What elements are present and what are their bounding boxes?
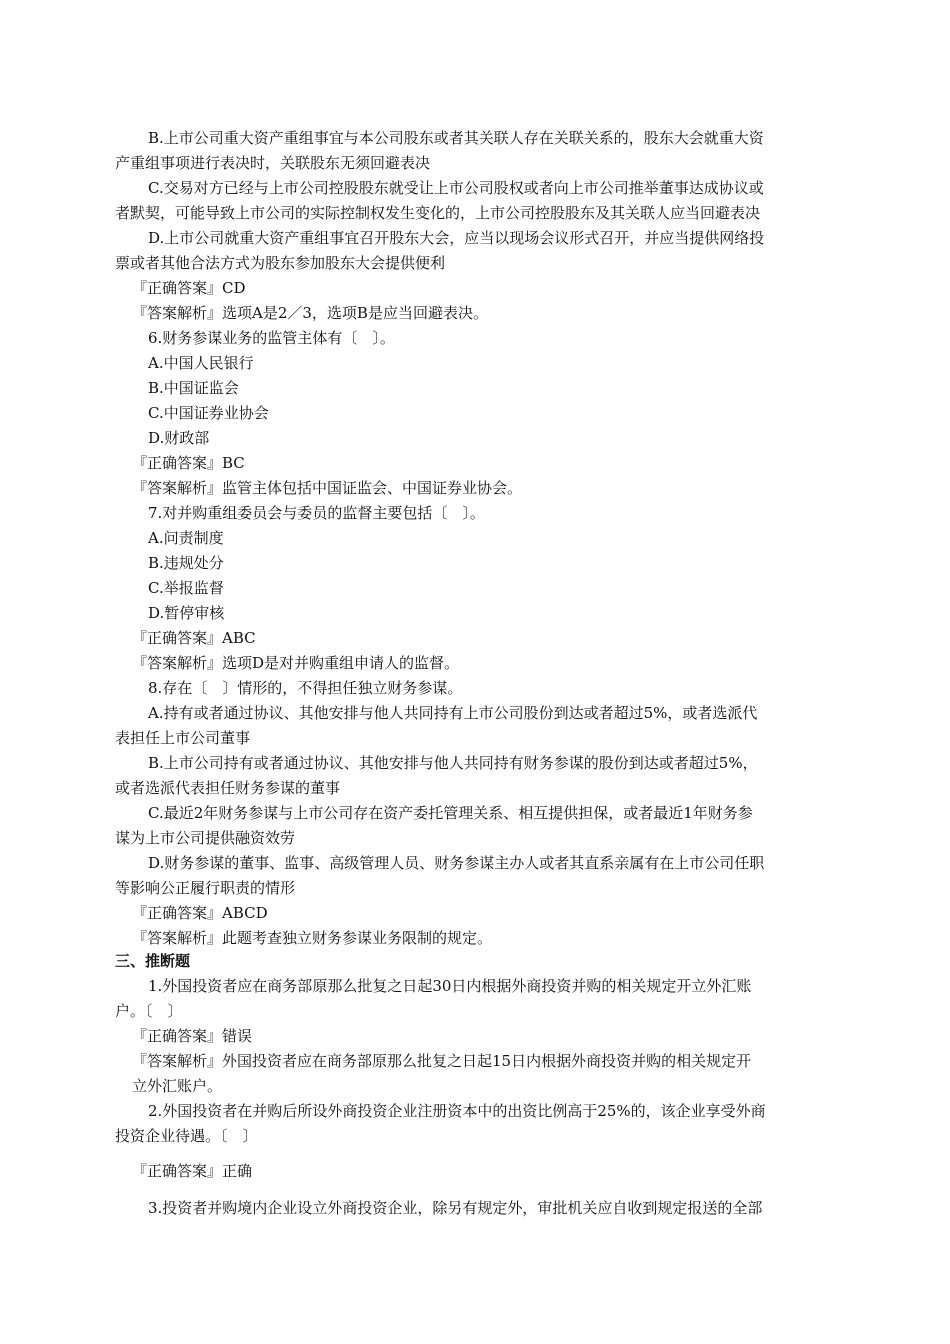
text-line: 表担任上市公司董事 [115, 729, 251, 747]
text-line: 或者选派代表担任财务参谋的董事 [115, 779, 341, 797]
option-b: B.上市公司持有或者通过协议、其他安排与他人共同持有财务参谋的股份到达或者超过5%， [148, 754, 758, 772]
text-line: 产重组事项进行表决时，关联股东无须回避表决 [115, 154, 431, 172]
option-b: B.违规处分 [148, 554, 224, 572]
option-d: D.暂停审核 [148, 604, 225, 622]
option-a: A.问责制度 [148, 529, 224, 547]
option-d: D.财务参谋的董事、监事、高级管理人员、财务参谋主办人或者其直系亲属有在上市公司任职 [148, 854, 765, 872]
text-line: 票或者其他合法方式为股东参加股东大会提供便利 [115, 254, 446, 272]
option-b: B.中国证监会 [148, 379, 239, 397]
judgment-question-2: 2.外国投资者在并购后所设外商投资企业注册资本中的出资比例高于25%的，该企业享受外商 [148, 1102, 766, 1120]
text-line: 户。〔 〕 [115, 1002, 183, 1020]
question-6: 6.财务参谋业务的监管主体有〔 〕。 [148, 329, 395, 347]
judgment-question-1: 1.外国投资者应在商务部原那么批复之日起30日内根据外商投资并购的相关规定开立外汇账 [148, 977, 752, 995]
text-line: C.交易对方已经与上市公司控股股东就受让上市公司股权或者向上市公司推举董事达成协议或 [148, 179, 764, 197]
text-line: B.上市公司重大资产重组事宜与本公司股东或者其关联人存在关联关系的，股东大会就重大资 [148, 129, 764, 147]
option-a: A.中国人民银行 [148, 354, 254, 372]
answer-analysis: 『答案解析』此题考查独立财务参谋业务限制的规定。 [132, 929, 493, 947]
option-d: D.财政部 [148, 429, 210, 447]
question-8: 8.存在〔 〕情形的，不得担任独立财务参谋。 [148, 679, 463, 697]
option-c: C.中国证券业协会 [148, 404, 269, 422]
answer-analysis: 『答案解析』选项A是2／3，选项B是应当回避表决。 [132, 304, 488, 322]
correct-answer: 『正确答案』ABCD [132, 904, 268, 922]
option-c: C.举报监督 [148, 579, 224, 597]
judgment-question-3: 3.投资者并购境内企业设立外商投资企业，除另有规定外，审批机关应自收到规定报送的全部 [148, 1199, 763, 1217]
option-c: C.最近2年财务参谋与上市公司存在资产委托管理关系、相互提供担保，或者最近1年财务参 [148, 804, 753, 822]
correct-answer: 『正确答案』BC [132, 454, 245, 472]
text-line: 投资企业待遇。〔 〕 [115, 1127, 258, 1145]
correct-answer: 『正确答案』CD [132, 279, 246, 297]
text-line: 立外汇账户。 [132, 1077, 223, 1095]
correct-answer: 『正确答案』ABC [132, 629, 256, 647]
answer-analysis: 『答案解析』选项D是对并购重组申请人的监督。 [132, 654, 460, 672]
question-7: 7.对并购重组委员会与委员的监督主要包括〔 〕。 [148, 504, 485, 522]
section-heading: 三、推断题 [115, 952, 191, 970]
correct-answer: 『正确答案』错误 [132, 1027, 253, 1045]
answer-analysis: 『答案解析』监管主体包括中国证监会、中国证券业协会。 [132, 479, 523, 497]
text-line: D.上市公司就重大资产重组事宜召开股东大会，应当以现场会议形式召开，并应当提供网络投 [148, 229, 765, 247]
correct-answer: 『正确答案』正确 [132, 1162, 253, 1180]
answer-analysis: 『答案解析』外国投资者应在商务部原那么批复之日起15日内根据外商投资并购的相关规定开 [132, 1052, 752, 1070]
text-line: 等影响公正履行职责的情形 [115, 879, 296, 897]
text-line: 者默契，可能导致上市公司的实际控制权发生变化的，上市公司控股股东及其关联人应当回避表决 [115, 204, 761, 222]
text-line: 谋为上市公司提供融资效劳 [115, 829, 296, 847]
option-a: A.持有或者通过协议、其他安排与他人共同持有上市公司股份到达或者超过5%，或者选派代 [148, 704, 758, 722]
